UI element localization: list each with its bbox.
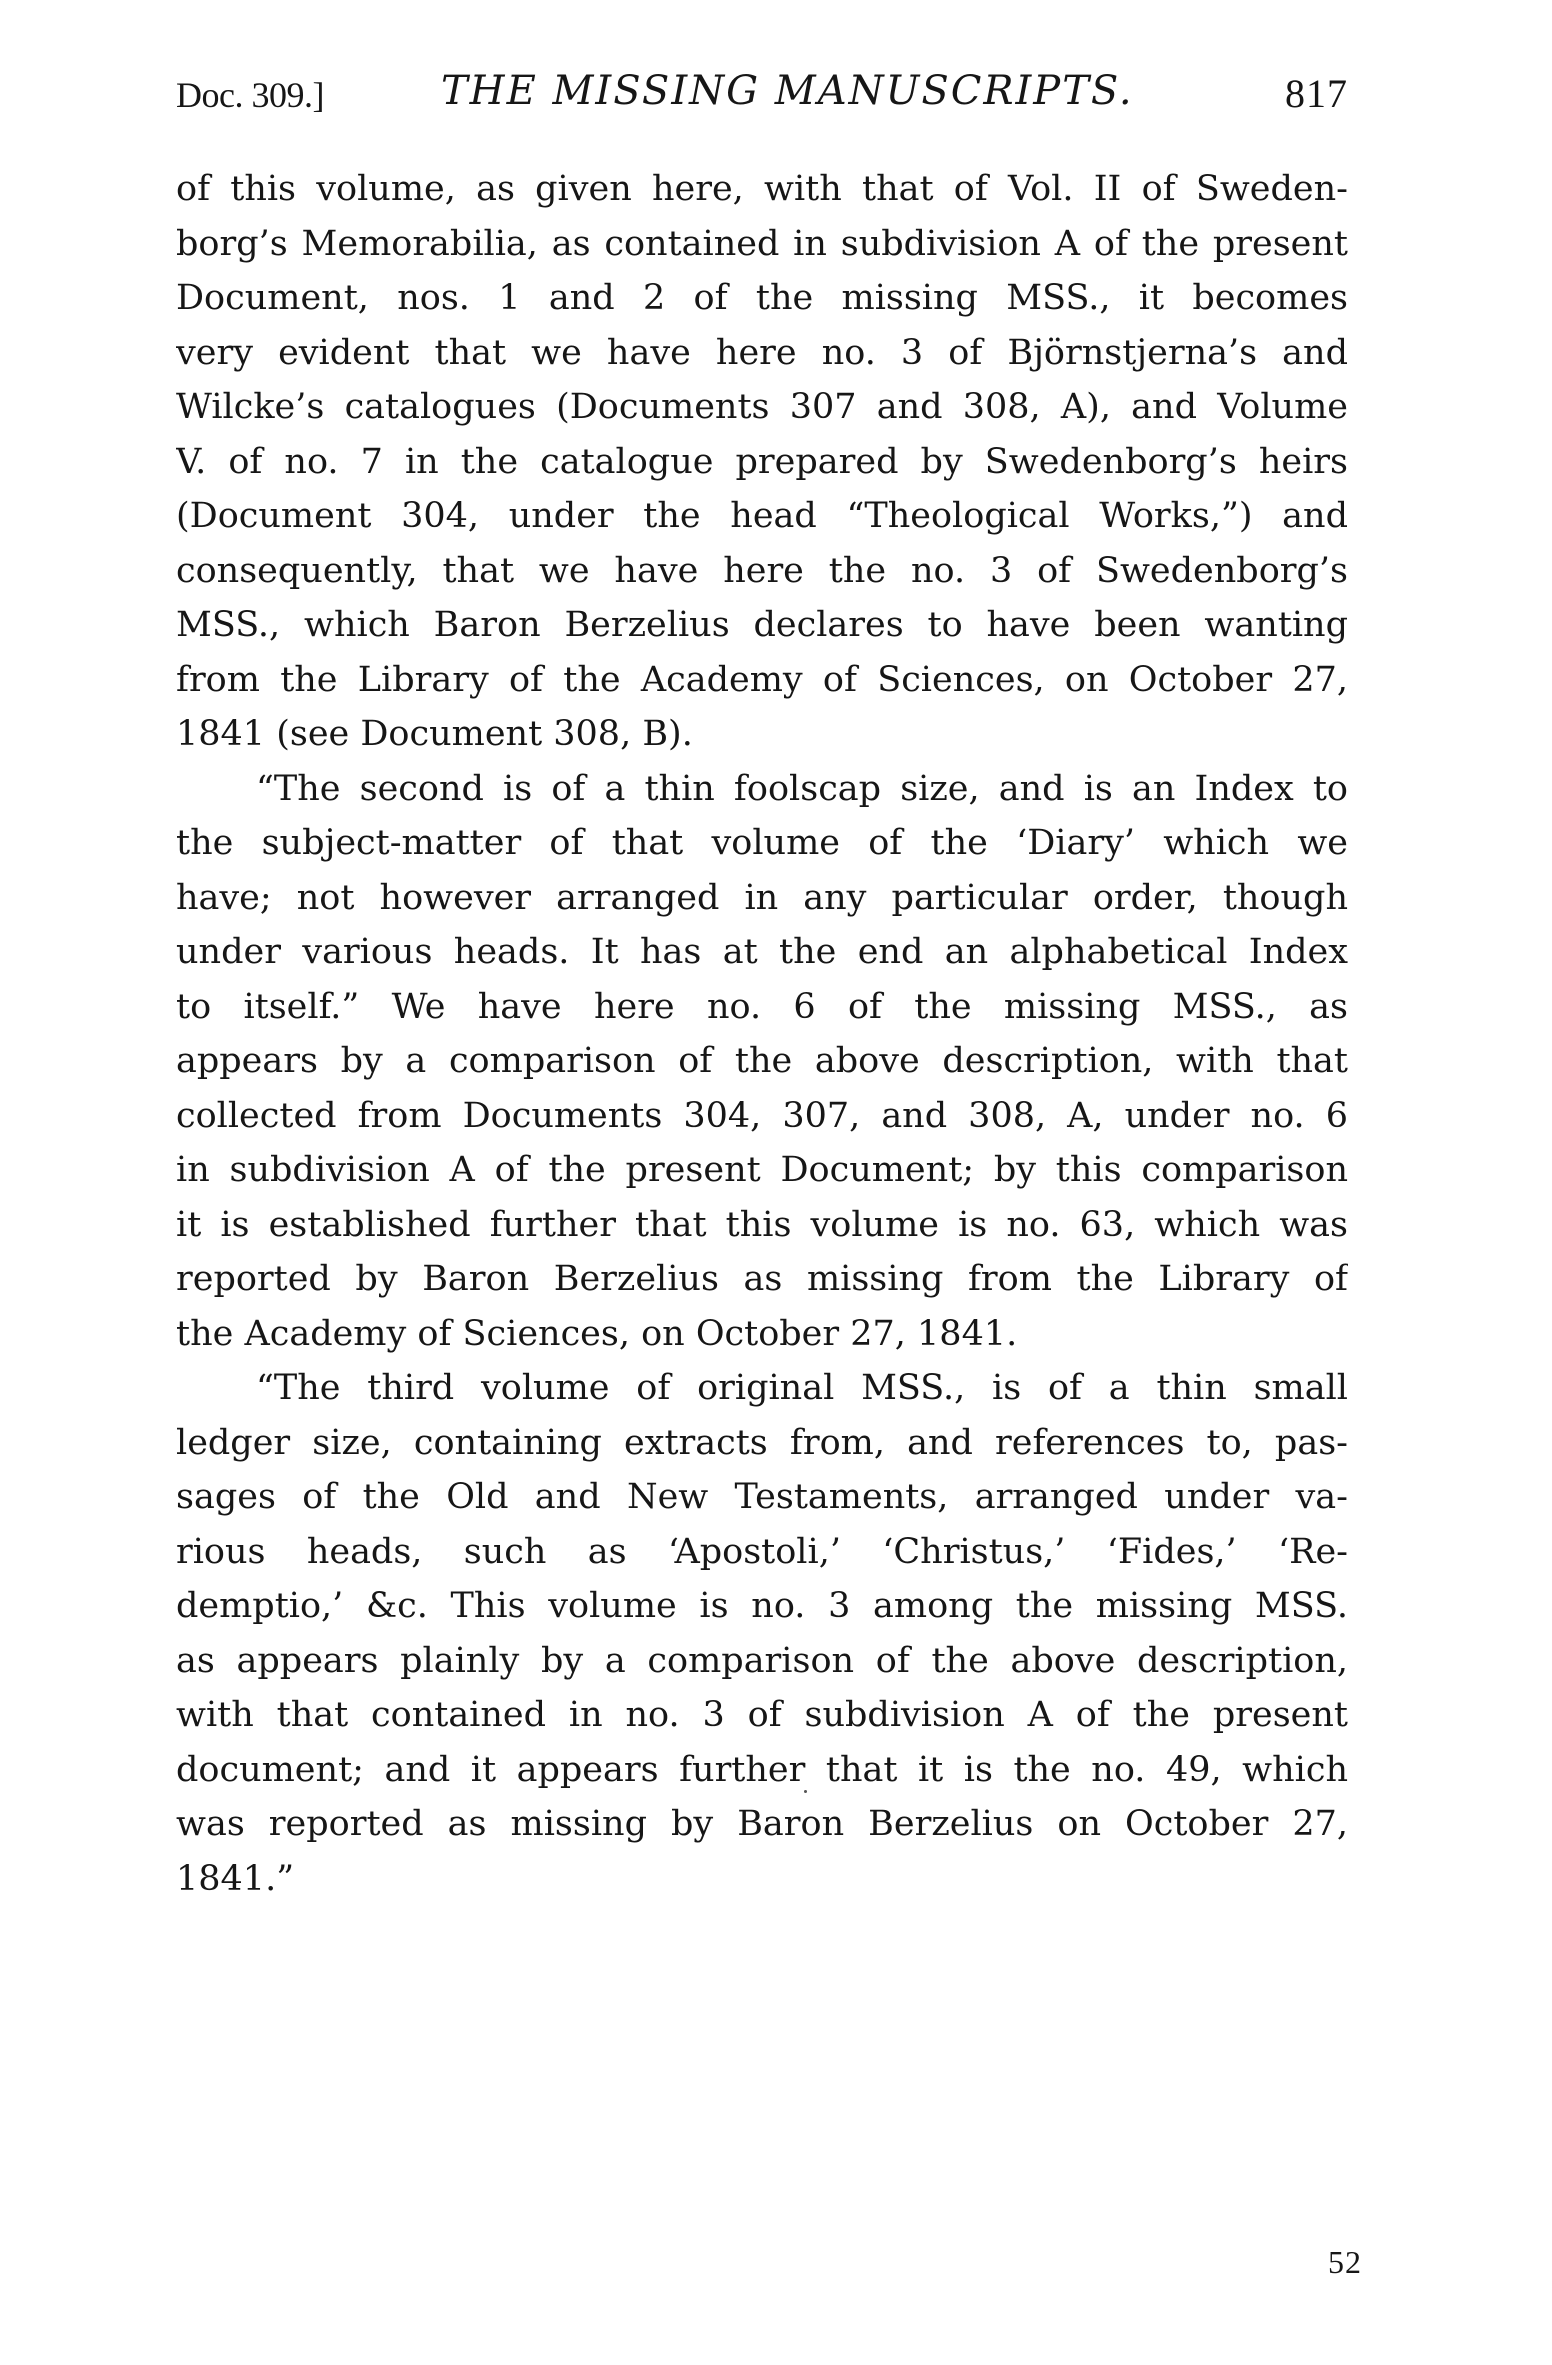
text-line: Wilcke’s catalogues (Documents 307 and 308, A), and Volume (176, 387, 1348, 427)
signature-mark: 52 (1328, 2244, 1362, 2280)
document-reference: Doc. 309.] (176, 75, 324, 115)
text-line: under various heads. It has at the end an alphabetical Index (176, 932, 1348, 972)
text-line: from the Library of the Academy of Sciences, on October 27, (176, 659, 1348, 700)
text-line: “The third volume of original MSS., is of a thin small (256, 1368, 1348, 1408)
text-line: as appears plainly by a comparison of the above description, (176, 1640, 1348, 1681)
text-line: rious heads, such as ‘Apostoli,’ ‘Christus,’ ‘Fides,’ ‘Re- (176, 1531, 1348, 1572)
text-line: have; not however arranged in any particular order, though (176, 877, 1348, 918)
page-number: 817 (1285, 71, 1348, 116)
text-line: to itself.” We have here no. 6 of the missing MSS., as (176, 986, 1348, 1027)
text-line: of this volume, as given here, with that of Vol. II of Sweden- (176, 169, 1348, 209)
paragraph-3 (176, 1361, 1348, 1906)
text-line: reported by Baron Berzelius as missing from the Library of (176, 1259, 1348, 1299)
text-line: document; and it appears further that it is the no. 49, which (176, 1749, 1348, 1790)
text-line: demptio,’ &c. This volume is no. 3 among the missing MSS. (176, 1586, 1348, 1626)
text-line: ledger size, containing extracts from, and references to, pas- (176, 1422, 1348, 1463)
text-line: with that contained in no. 3 of subdivision A of the present (176, 1695, 1348, 1735)
paragraph-2 (176, 762, 1348, 1362)
text-line: (Document 304, under the head “Theological Works,”) and (176, 496, 1348, 536)
text-line: appears by a comparison of the above description, with that (176, 1041, 1348, 1081)
text-line: collected from Documents 304, 307, and 308, A, under no. 6 (176, 1095, 1348, 1136)
running-title: THE MISSING MANUSCRIPTS. (441, 68, 1134, 114)
text-line: “The second is of a thin foolscap size, and is an Index to (256, 768, 1348, 809)
text-line: borg’s Memorabilia, as contained in subdivision A of the present (176, 223, 1348, 264)
text-line: consequently, that we have here the no. 3 of Swedenborg’s (176, 550, 1348, 591)
text-line: very evident that we have here no. 3 of Björnstjerna’s and (176, 332, 1348, 373)
text-line: sages of the Old and New Testaments, arranged under va- (176, 1477, 1348, 1517)
text-line: MSS., which Baron Berzelius declares to have been wanting (176, 605, 1348, 645)
text-line: it is established further that this volume is no. 63, which was (176, 1204, 1348, 1245)
running-header (176, 60, 1348, 140)
text-line: in subdivision A of the present Document; by this comparison (176, 1150, 1348, 1190)
text-line: the Academy of Sciences, on October 27, 1841. (176, 1313, 1018, 1354)
text-line: V. of no. 7 in the catalogue prepared by Swedenborg’s heirs (176, 441, 1348, 482)
text-line: Document, nos. 1 and 2 of the missing MSS., it becomes (176, 278, 1348, 318)
text-line: the subject-matter of that volume of the ‘Diary’ which we (176, 823, 1348, 863)
text-line: 1841 (see Document 308, B). (176, 714, 693, 754)
text-line: 1841.” (176, 1858, 295, 1899)
body-text (176, 162, 1348, 1906)
paragraph-1 (176, 162, 1348, 762)
print-speck (804, 1790, 807, 1793)
text-line: was reported as missing by Baron Berzelius on October 27, (176, 1804, 1348, 1844)
